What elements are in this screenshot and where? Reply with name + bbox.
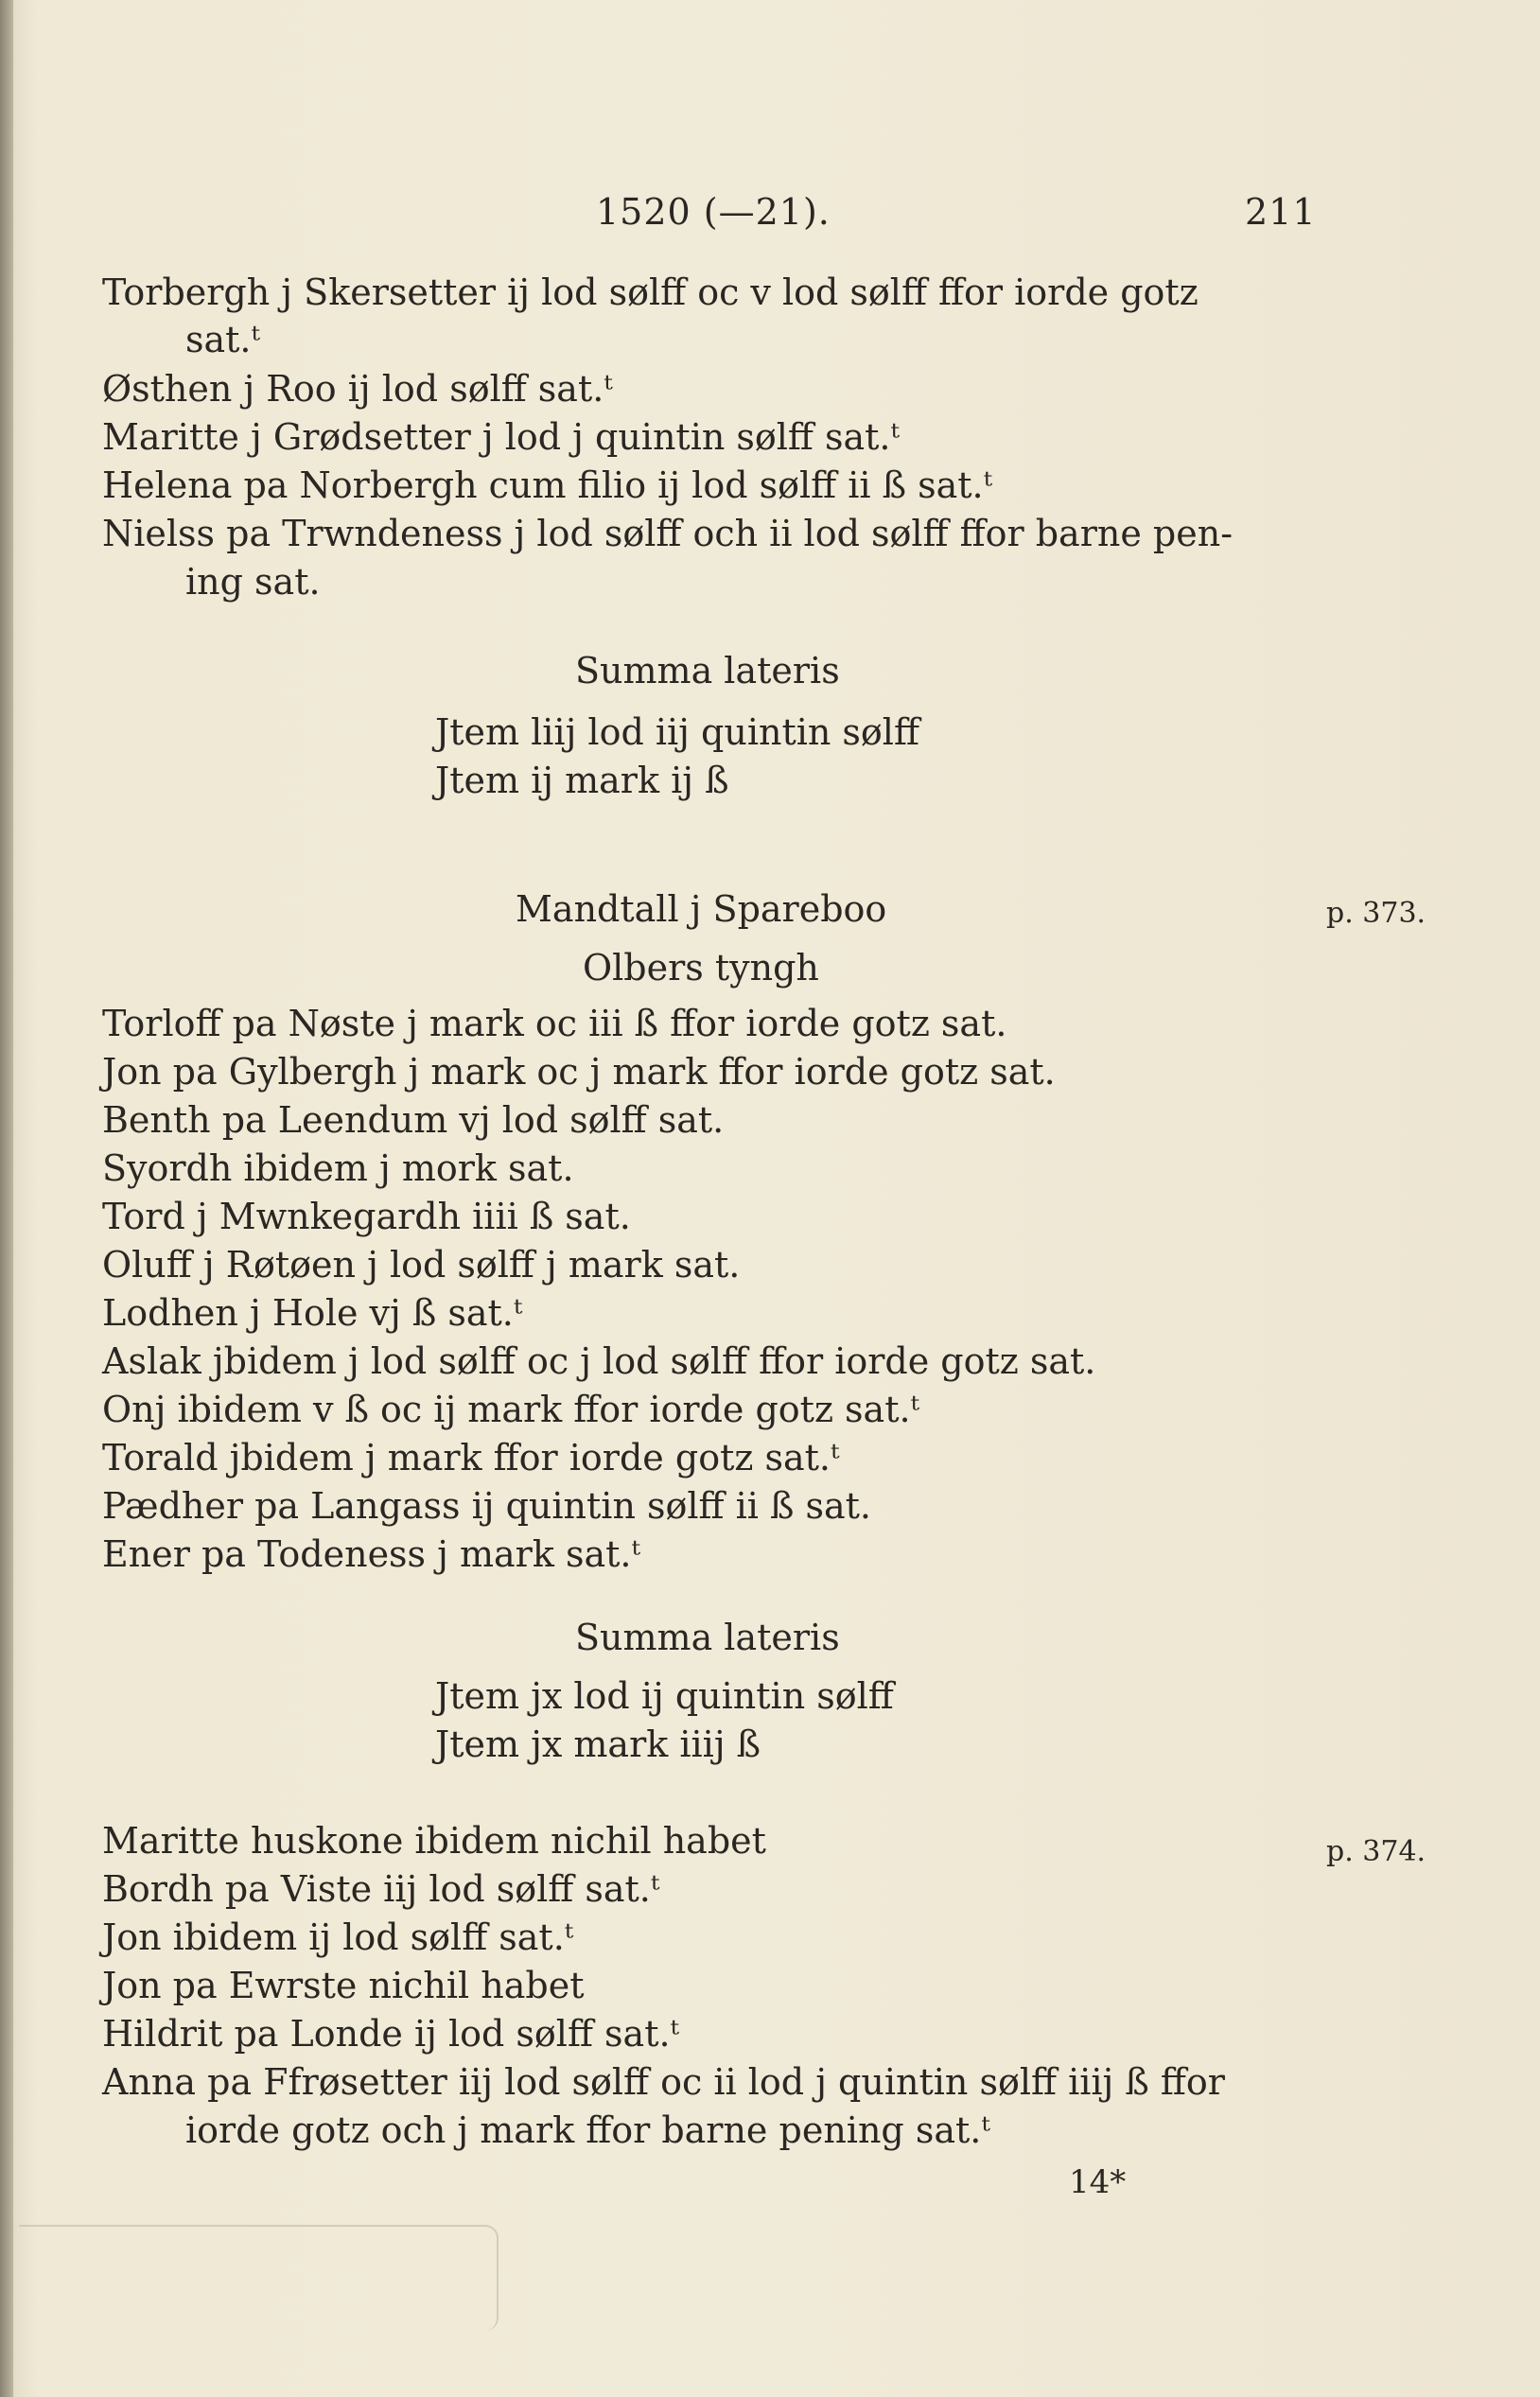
margin-reference: p. 373. xyxy=(1326,897,1426,930)
summa-title: Summa lateris xyxy=(575,1617,840,1658)
summa-item: Jtem ij mark ij ß xyxy=(435,760,729,801)
entry-line: Maritte j Grødsetter j lod j quintin sølff sat.ᵗ xyxy=(102,416,900,458)
entry-line: Jon pa Ewrste nichil habet xyxy=(102,1965,585,2006)
entry-line: Oluff j Røtøen j lod sølff j mark sat. xyxy=(102,1244,741,1286)
entry-line: Hildrit pa Londe ij lod sølff sat.ᵗ xyxy=(102,2013,679,2055)
entry-line: Aslak jbidem j lod sølff oc j lod sølff ffor iorde gotz sat. xyxy=(102,1340,1096,1382)
entry-line: Østhen j Roo ij lod sølff sat.ᵗ xyxy=(102,368,613,410)
summa-title: Summa lateris xyxy=(575,650,840,691)
entry-line: iorde gotz och j mark ffor barne pening sat.ᵗ xyxy=(185,2109,990,2151)
summa-item: Jtem liij lod iij quintin sølff xyxy=(435,711,919,753)
entry-line: Onj ibidem v ß oc ij mark ffor iorde gotz sat.ᵗ xyxy=(102,1389,919,1430)
paper-tab-outline xyxy=(19,2225,499,2331)
entry-line: Nielss pa Trwndeness j lod sølff och ii lod sølff ffor barne pen- xyxy=(102,513,1234,554)
entry-line: Pædher pa Langass ij quintin sølff ii ß sat. xyxy=(102,1485,871,1527)
entry-line: Helena pa Norbergh cum filio ij lod sølff ii ß sat.ᵗ xyxy=(102,464,992,506)
entry-line: Torald jbidem j mark ffor iorde gotz sat.ᵗ xyxy=(102,1437,840,1478)
entry-line: Jon ibidem ij lod sølff sat.ᵗ xyxy=(102,1916,574,1958)
entry-line: Anna pa Ffrøsetter iij lod sølff oc ii lod j quintin sølff iiij ß ffor xyxy=(102,2061,1225,2103)
entry-line: Torloff pa Nøste j mark oc iii ß ffor iorde gotz sat. xyxy=(102,1003,1007,1044)
summa-item: Jtem jx mark iiij ß xyxy=(435,1723,761,1765)
entry-line: sat.ᵗ xyxy=(185,319,260,360)
section-subheading: Olbers tyngh xyxy=(583,947,819,989)
entry-line: ing sat. xyxy=(185,561,321,603)
entry-line: Tord j Mwnkegardh iiii ß sat. xyxy=(102,1196,631,1237)
margin-reference: p. 374. xyxy=(1326,1835,1426,1868)
entry-line: Ener pa Todeness j mark sat.ᵗ xyxy=(102,1533,640,1575)
entry-line: Jon pa Gylbergh j mark oc j mark ffor iorde gotz sat. xyxy=(102,1051,1056,1093)
section-heading: Mandtall j Spareboo xyxy=(516,888,887,930)
entry-line: Maritte huskone ibidem nichil habet xyxy=(102,1820,766,1862)
signature-mark: 14* xyxy=(1069,2163,1127,2201)
running-head-year: 1520 (—21). xyxy=(596,191,831,233)
summa-item: Jtem jx lod ij quintin sølff xyxy=(435,1675,894,1717)
entry-line: Torbergh j Skersetter ij lod sølff oc v lod sølff ffor iorde gotz xyxy=(102,271,1199,313)
entry-line: Syordh ibidem j mork sat. xyxy=(102,1147,574,1189)
entry-line: Lodhen j Hole vj ß sat.ᵗ xyxy=(102,1292,523,1334)
page-number: 211 xyxy=(1245,191,1317,233)
entry-line: Bordh pa Viste iij lod sølff sat.ᵗ xyxy=(102,1868,660,1910)
entry-line: Benth pa Leendum vj lod sølff sat. xyxy=(102,1099,725,1141)
book-binding-edge xyxy=(0,0,13,2397)
